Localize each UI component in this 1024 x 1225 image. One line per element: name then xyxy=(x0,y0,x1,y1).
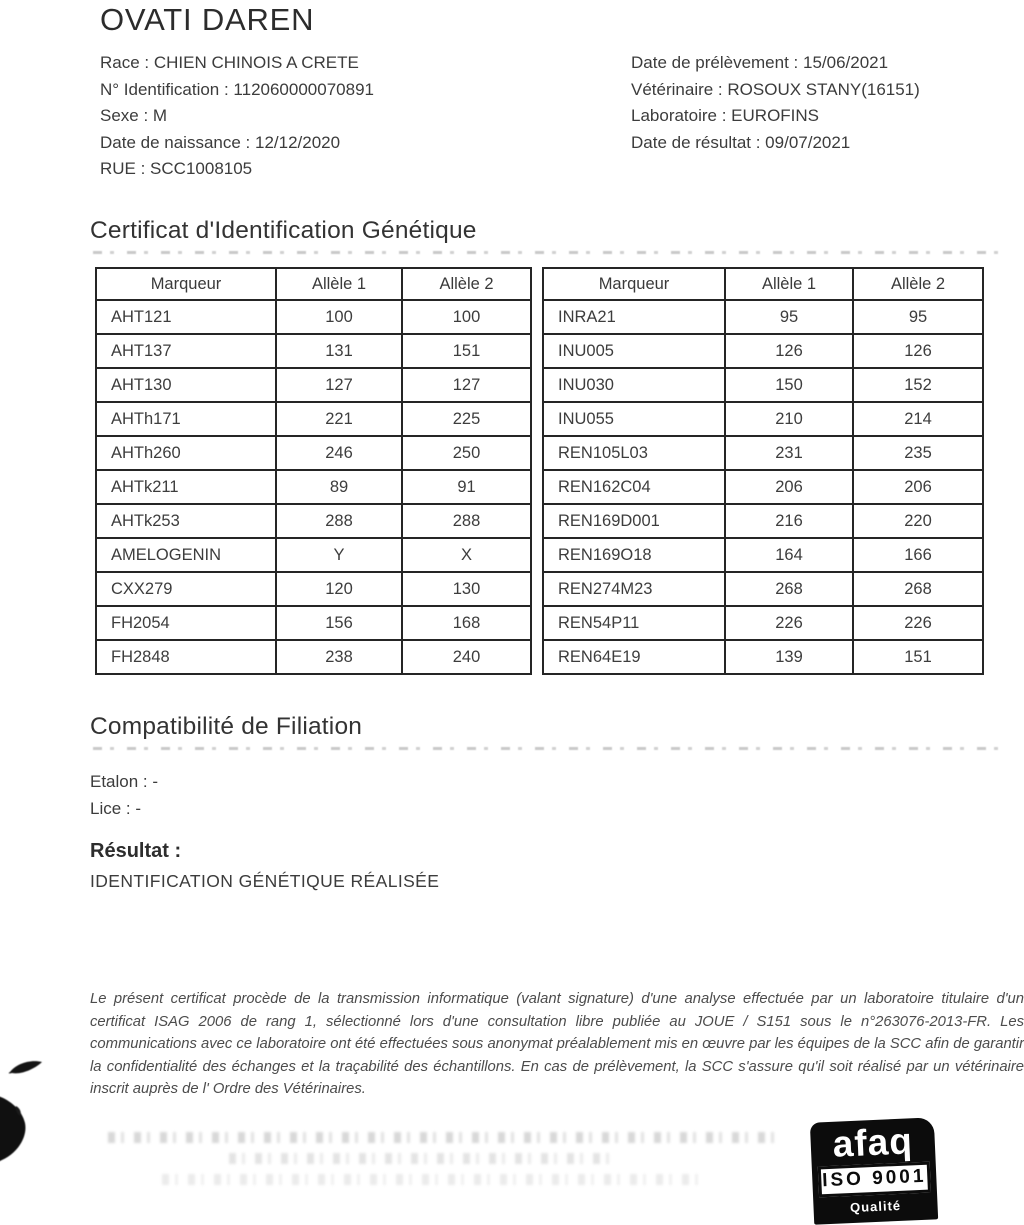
col-header-allele1: Allèle 1 xyxy=(725,268,853,300)
allele2-cell: 235 xyxy=(853,436,983,470)
marker-cell: AHT121 xyxy=(96,300,276,334)
qualite-label: Qualité xyxy=(849,1197,902,1216)
allele2-cell: 250 xyxy=(402,436,531,470)
col-header-allele2: Allèle 2 xyxy=(853,268,983,300)
table-row xyxy=(543,402,983,436)
marker-cell: AHT130 xyxy=(96,368,276,402)
allele1-cell: 288 xyxy=(276,504,402,538)
section-title-genetic: Certificat d'Identification Génétique xyxy=(90,217,477,244)
col-header-marqueur: Marqueur xyxy=(543,268,725,300)
marker-cell: INU030 xyxy=(543,368,725,402)
marker-cell: AHTh171 xyxy=(96,402,276,436)
marker-cell: CXX279 xyxy=(96,572,276,606)
table-row xyxy=(543,538,983,572)
allele2-cell: 151 xyxy=(853,640,983,674)
table-row xyxy=(96,436,531,470)
marker-cell: REN162C04 xyxy=(543,470,725,504)
col-header-marqueur: Marqueur xyxy=(96,268,276,300)
table-row xyxy=(543,300,983,334)
marker-cell: REN169D001 xyxy=(543,504,725,538)
table-row xyxy=(96,402,531,436)
allele2-cell: 206 xyxy=(853,470,983,504)
info-line-veterinaire: Vétérinaire : ROSOUX STANY(16151) xyxy=(631,79,920,99)
allele2-cell: 152 xyxy=(853,368,983,402)
allele1-cell: 226 xyxy=(725,606,853,640)
marker-cell: INRA21 xyxy=(543,300,725,334)
legal-disclaimer: Le présent certificat procède de la transmission informatique (valant signature) d'une analyse effectuée par un laboratoire titulaire d'un certificat ISAG 2006 de rang 1, sélectionné lors d'une consultation libre publiée au JOUE / S151 sous le n°263076-2013-FR. Les communications avec ce laboratoire ont été effectuées sous anonymat préalablement mis en œuvre par les équipes de la SCC afin de garantir la confidentialité des échanges et la traçabilité des échantillons. En cas de prélèvement, la SCC s'assure qu'il soit réalisé par un vétérinaire inscrit auprès de l' Ordre des Vétérinaires. xyxy=(90,991,1024,1098)
info-line-laboratoire: Laboratoire : EUROFINS xyxy=(631,106,820,125)
table-row xyxy=(96,640,531,674)
lice-line: Lice : - xyxy=(90,799,142,818)
afaq-brand-text: afaq xyxy=(831,1120,914,1165)
faded-footer-line xyxy=(108,1132,778,1143)
allele2-cell: 126 xyxy=(853,334,983,368)
info-line-naissance: Date de naissance : 12/12/2020 xyxy=(100,132,341,152)
info-line-resultat-date: Date de résultat : 09/07/2021 xyxy=(631,132,851,152)
marker-cell: FH2054 xyxy=(96,606,276,640)
page-title: OVATI DAREN xyxy=(100,2,315,37)
allele1-cell: 139 xyxy=(725,640,853,674)
marker-cell: INU005 xyxy=(543,334,725,368)
marker-table-right xyxy=(542,267,984,675)
table-row xyxy=(96,334,531,368)
allele2-cell: 268 xyxy=(853,572,983,606)
allele1-cell: 120 xyxy=(276,572,402,606)
allele1-cell: 238 xyxy=(276,640,402,674)
info-line-race: Race : CHIEN CHINOIS A CRETE xyxy=(100,53,359,72)
section-title-filiation: Compatibilité de Filiation xyxy=(90,713,363,740)
info-line-identification: N° Identification : 112060000070891 xyxy=(100,79,374,99)
table-row xyxy=(543,436,983,470)
allele1-cell: 150 xyxy=(725,368,853,402)
marker-cell: AHTk253 xyxy=(96,504,276,538)
table-row xyxy=(543,368,983,402)
iso9001-badge: ISO 9001 xyxy=(818,1162,931,1198)
allele1-cell: 206 xyxy=(725,470,853,504)
allele2-cell: 288 xyxy=(402,504,531,538)
allele1-cell: 156 xyxy=(276,606,402,640)
analysis-info-block xyxy=(631,50,920,156)
allele2-cell: 214 xyxy=(853,402,983,436)
section-underline-filiation xyxy=(93,747,1011,750)
allele1-cell: 246 xyxy=(276,436,402,470)
allele1-cell: 221 xyxy=(276,402,402,436)
marker-cell: FH2848 xyxy=(96,640,276,674)
table-row xyxy=(96,470,531,504)
table-row xyxy=(543,504,983,538)
allele2-cell: 166 xyxy=(853,538,983,572)
info-line-rue: RUE : SCC1008105 xyxy=(100,159,253,178)
allele1-cell: 268 xyxy=(725,572,853,606)
afaq-iso9001-logo xyxy=(810,1117,938,1224)
marker-cell: AHT137 xyxy=(96,334,276,368)
allele2-cell: 151 xyxy=(402,334,531,368)
allele2-cell: 226 xyxy=(853,606,983,640)
allele2-cell: 127 xyxy=(402,368,531,402)
faded-footer-text xyxy=(108,1132,778,1194)
allele2-cell: 240 xyxy=(402,640,531,674)
allele1-cell: 126 xyxy=(725,334,853,368)
info-line-prelevement: Date de prélèvement : 15/06/2021 xyxy=(631,53,889,72)
table-row xyxy=(543,640,983,674)
marker-cell: REN169O18 xyxy=(543,538,725,572)
table-header-row xyxy=(96,268,531,300)
table-row xyxy=(543,606,983,640)
marker-cell: AHTh260 xyxy=(96,436,276,470)
allele2-cell: 100 xyxy=(402,300,531,334)
ink-smudge-mark xyxy=(0,1028,68,1168)
allele2-cell: 95 xyxy=(853,300,983,334)
col-header-allele2: Allèle 2 xyxy=(402,268,531,300)
allele1-cell: Y xyxy=(276,538,402,572)
result-label: Résultat : xyxy=(90,840,182,862)
allele1-cell: 100 xyxy=(276,300,402,334)
marker-cell: REN54P11 xyxy=(543,606,725,640)
faded-footer-line xyxy=(229,1153,618,1164)
marker-cell: AMELOGENIN xyxy=(96,538,276,572)
marker-cell: REN274M23 xyxy=(543,572,725,606)
info-line-sexe: Sexe : M xyxy=(100,106,168,125)
marker-tables xyxy=(95,267,984,675)
table-row xyxy=(96,572,531,606)
afaq-logo-background xyxy=(810,1117,938,1224)
allele2-cell: 168 xyxy=(402,606,531,640)
allele1-cell: 127 xyxy=(276,368,402,402)
table-row xyxy=(543,470,983,504)
result-value: IDENTIFICATION GÉNÉTIQUE RÉALISÉE xyxy=(90,871,440,891)
etalon-line: Etalon : - xyxy=(90,772,159,791)
table-row xyxy=(543,572,983,606)
marker-cell: REN105L03 xyxy=(543,436,725,470)
table-row xyxy=(96,504,531,538)
table-row xyxy=(96,538,531,572)
allele2-cell: 130 xyxy=(402,572,531,606)
allele2-cell: 91 xyxy=(402,470,531,504)
faded-footer-line xyxy=(162,1174,698,1185)
allele1-cell: 164 xyxy=(725,538,853,572)
section-underline-genetic xyxy=(93,251,1011,254)
allele1-cell: 210 xyxy=(725,402,853,436)
table-row xyxy=(96,300,531,334)
col-header-allele1: Allèle 1 xyxy=(276,268,402,300)
marker-cell: REN64E19 xyxy=(543,640,725,674)
allele1-cell: 231 xyxy=(725,436,853,470)
allele2-cell: 225 xyxy=(402,402,531,436)
allele1-cell: 131 xyxy=(276,334,402,368)
allele1-cell: 89 xyxy=(276,470,402,504)
allele2-cell: 220 xyxy=(853,504,983,538)
allele2-cell: X xyxy=(402,538,531,572)
allele1-cell: 95 xyxy=(725,300,853,334)
table-row xyxy=(96,368,531,402)
table-header-row xyxy=(543,268,983,300)
marker-table-left xyxy=(95,267,532,675)
allele1-cell: 216 xyxy=(725,504,853,538)
animal-info-block xyxy=(100,50,374,183)
table-row xyxy=(543,334,983,368)
marker-cell: INU055 xyxy=(543,402,725,436)
marker-cell: AHTk211 xyxy=(96,470,276,504)
table-row xyxy=(96,606,531,640)
